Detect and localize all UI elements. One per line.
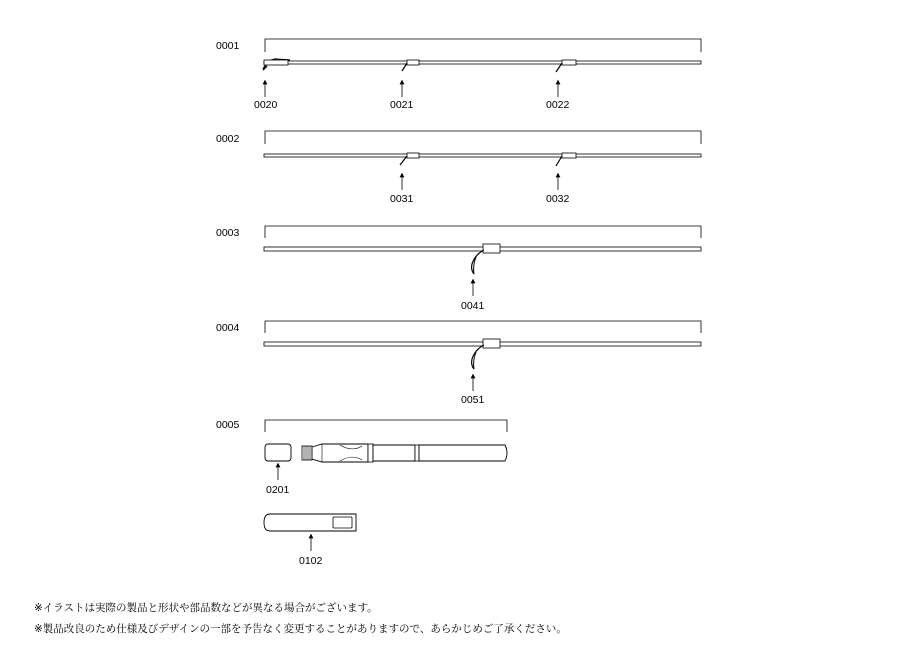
section-0001 <box>216 39 701 111</box>
part-label-0022: 0022 <box>546 99 570 111</box>
rod-blank <box>264 61 701 64</box>
section-0002 <box>216 131 701 205</box>
rod-blank <box>264 154 701 157</box>
part-label-0051: 0051 <box>461 394 485 406</box>
part-label-0032: 0032 <box>546 193 570 205</box>
part-label-0201: 0201 <box>266 484 290 496</box>
section-0005 <box>216 419 507 567</box>
part-label-0021: 0021 <box>390 99 414 111</box>
section-label-0005: 0005 <box>216 419 240 431</box>
section-label-0004: 0004 <box>216 322 240 334</box>
part-label-0041: 0041 <box>461 300 485 312</box>
bracket <box>265 39 701 52</box>
part-label-0031: 0031 <box>390 193 414 205</box>
bracket <box>265 420 507 432</box>
section-0004 <box>216 321 701 406</box>
tip-top-guide <box>263 59 290 70</box>
bracket <box>265 226 701 238</box>
part-label-0102: 0102 <box>299 555 323 567</box>
butt-cap <box>265 444 291 461</box>
rod-belt <box>264 514 356 531</box>
bracket <box>265 131 701 144</box>
bracket <box>265 321 701 333</box>
handle-grip <box>302 444 507 462</box>
section-label-0001: 0001 <box>216 40 240 52</box>
part-label-0020: 0020 <box>254 99 278 111</box>
section-label-0003: 0003 <box>216 227 240 239</box>
disclaimer-note-2: ※製品改良のため仕様及びデザインの一部を予告なく変更することがありますので、あらかじめご了承ください。 <box>34 623 567 635</box>
section-0003 <box>216 226 701 312</box>
section-label-0002: 0002 <box>216 133 240 145</box>
disclaimer-note-1: ※イラストは実際の製品と形状や部品数などが異なる場合がございます。 <box>34 602 378 614</box>
